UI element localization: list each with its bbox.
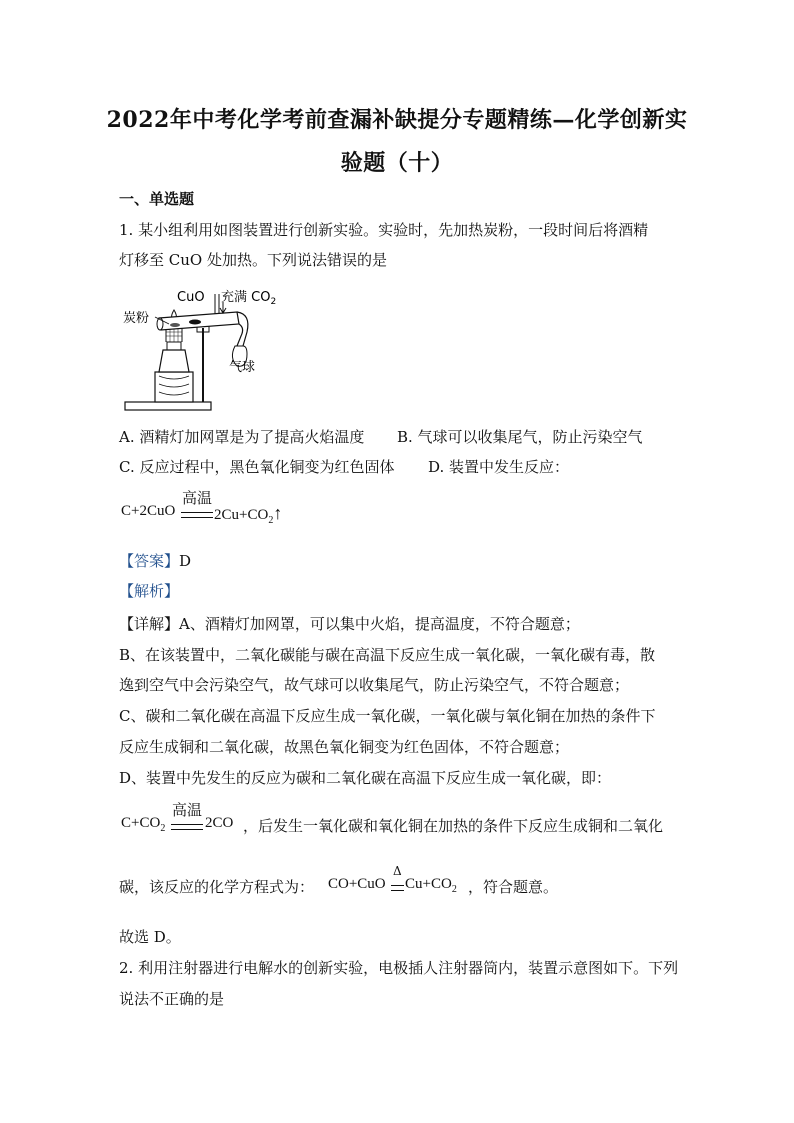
conclusion: 故选 D。 bbox=[119, 928, 181, 946]
detail-label: 【详解】 bbox=[119, 615, 180, 633]
detail-b-line-2: 逸到空气中会污染空气，故气球可以收集尾气，防止污染空气，不符合题意； bbox=[119, 676, 630, 694]
apparatus-drawing bbox=[119, 284, 289, 416]
label-cuo: CuO bbox=[177, 290, 205, 305]
q2-stem-line-2: 说法不正确的是 bbox=[119, 990, 225, 1008]
label-co2: 充满 $CO_2$ bbox=[221, 290, 277, 307]
equation-d: C+2CuO bbox=[121, 503, 176, 519]
q1-stem-line-1: 1. 某小组利用如图装置进行创新实验。实验时，先加热炭粉，一段时间后将酒精 bbox=[119, 221, 649, 239]
detail-c-line-2: 反应生成铜和二氧化碳，故黑色氧化铜变为红色固体，不符合题意； bbox=[119, 738, 570, 756]
equation-2-condition: 高温 bbox=[172, 801, 203, 819]
equation-3-left: CO+CuO bbox=[328, 876, 386, 892]
label-balloon: 气球 bbox=[229, 360, 256, 375]
label-carbon: 炭粉 bbox=[123, 311, 150, 326]
equation-2-left: $C+CO_2$ bbox=[121, 815, 166, 834]
q1-option-b: B. 气球可以收集尾气，防止污染空气 bbox=[397, 428, 643, 446]
q1-option-a: A. 酒精灯加网罩是为了提高火焰温度 bbox=[119, 428, 365, 446]
equation-3-equals bbox=[391, 885, 404, 891]
detail-c-line-1: C、碳和二氧化碳在高温下反应生成一氧化碳，一氧化碳与氧化铜在加热的条件下 bbox=[119, 707, 656, 725]
equation-3-condition: Δ bbox=[393, 864, 402, 878]
analysis-label: 【解析】 bbox=[119, 582, 180, 600]
equation-3-right: $Cu+CO_2$ bbox=[405, 876, 457, 895]
answer-value: D bbox=[179, 552, 192, 570]
equation-d-condition: 高温 bbox=[182, 489, 213, 507]
q1-option-d: D. 装置中发生反应： bbox=[428, 458, 570, 476]
equation-d-right: $2Cu+CO_2↑$ bbox=[214, 503, 283, 526]
detail-d-line-1: D、装置中先发生的反应为碳和二氧化碳在高温下反应生成一氧化碳，即： bbox=[119, 769, 612, 787]
detail-b-line-1: B、在该装置中，二氧化碳能与碳在高温下反应生成一氧化碳，一氧化碳有毒，散 bbox=[119, 646, 656, 664]
equation-d-equals bbox=[181, 512, 213, 518]
q1-stem-line-2: 灯移至 CuO 处加热。下列说法错误的是 bbox=[119, 251, 387, 269]
answer-line bbox=[119, 550, 191, 571]
equation-2-equals bbox=[171, 824, 203, 830]
detail-d-line-3-end: ，符合题意。 bbox=[468, 878, 559, 896]
answer-label: 【答案】 bbox=[119, 552, 180, 570]
title-line-2: 验题（十） bbox=[340, 150, 454, 176]
q1-option-c: C. 反应过程中，黑色氧化铜变为红色固体 bbox=[119, 458, 395, 476]
apparatus-diagram bbox=[119, 284, 289, 416]
q2-stem-line-1: 2. 利用注射器进行电解水的创新实验，电极插人注射器筒内，装置示意图如下。下列 bbox=[119, 959, 679, 977]
detail-a: 【详解】A、酒精灯加网罩，可以集中火焰，提高温度，不符合题意； bbox=[119, 615, 580, 633]
equation-2-right: 2CO bbox=[205, 815, 234, 831]
section-heading: 一、单选题 bbox=[119, 190, 195, 208]
detail-d-line-2: ，后发生一氧化碳和氧化铜在加热的条件下反应生成铜和二氧化 bbox=[243, 817, 664, 835]
title-line-1: 2022年中考化学考前查漏补缺提分专题精练—化学创新实 bbox=[106, 107, 688, 133]
detail-d-line-3: 碳，该反应的化学方程式为： bbox=[119, 878, 315, 896]
